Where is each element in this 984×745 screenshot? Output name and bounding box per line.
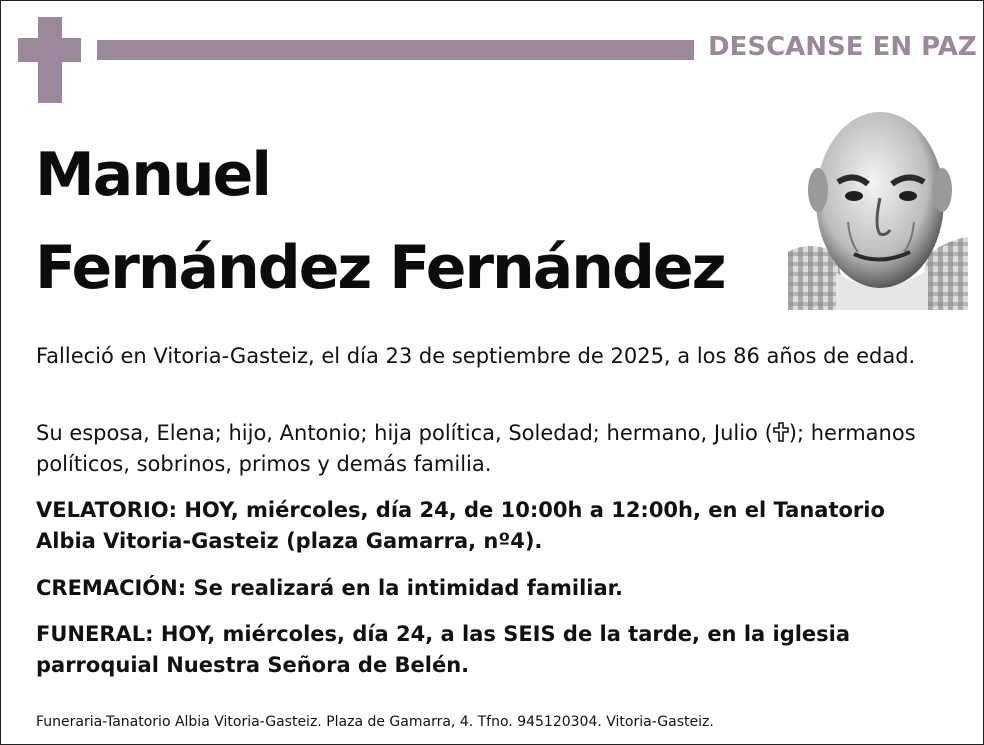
header-band — [97, 40, 694, 60]
velatorio-info: VELATORIO: HOY, miércoles, día 24, de 10:00h a 12:00h, en el Tanatorio Albia Vitoria-Gasteiz (plaza Gamarra, nº4). — [36, 498, 885, 553]
deceased-first-name: Manuel — [35, 140, 270, 210]
funeral-home-footer: Funeraria-Tanatorio Albia Vitoria-Gasteiz. Plaza de Gamarra, 4. Tfno. 945120304. Vitoria-Gasteiz. — [36, 714, 714, 730]
cremacion-info: CREMACIÓN: Se realizará en la intimidad familiar. — [36, 576, 624, 600]
family-text-start: Su esposa, Elena; hijo, Antonio; hija política, Soledad; hermano, Julio ( — [36, 421, 773, 445]
deceased-photo — [788, 102, 968, 310]
family-list — [36, 418, 951, 480]
family-text-end: ); hermanos políticos, sobrinos, primos y demás familia. — [36, 421, 916, 476]
portrait-illustration — [788, 102, 968, 310]
cross-horizontal-bar — [18, 38, 81, 62]
funeral-info: FUNERAL: HOY, miércoles, día 24, a las SEIS de la tarde, en la iglesia parroquial Nuestra Señora de Belén. — [36, 622, 851, 677]
deceased-surnames: Fernández Fernández — [35, 233, 725, 303]
death-announcement: Falleció en Vitoria-Gasteiz, el día 23 de septiembre de 2025, a los 86 años de edad. — [36, 344, 916, 368]
cross-icon — [773, 418, 789, 449]
rip-caption: DESCANSE EN PAZ — [708, 32, 977, 62]
